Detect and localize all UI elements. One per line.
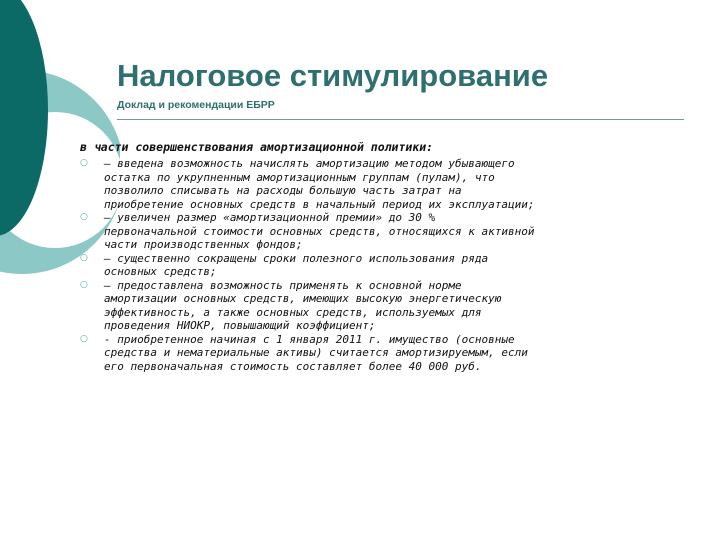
bullet-item (80, 333, 680, 374)
bullet-line: проведения НИОКР, повышающий коэффициент; (104, 319, 376, 332)
bullet-line: амортизации основных средств, имеющих высокую энергетическую (104, 292, 502, 305)
bullet-line: основных средств; (104, 265, 217, 278)
bullet-line: - приобретенное начиная с 1 января 2011 г. имущество (основные (104, 332, 515, 346)
bullet-text (104, 211, 534, 252)
bullet-text (104, 157, 534, 211)
bullet-line: остатка по укрупненным амортизационным группам (пулам), что (104, 170, 495, 184)
bullet-line: – существенно сокращены сроки полезного использования ряда (104, 251, 489, 265)
bullet-line: средства и нематериальные активы) считается амортизируемым, если (104, 346, 528, 359)
bullet-text (104, 279, 501, 333)
intro-heading: в части совершенствования амортизационной политики: (80, 140, 434, 154)
title-divider (117, 119, 684, 120)
bullet-text (104, 333, 528, 374)
bullet-item (80, 211, 680, 252)
bullet-line: первоначальной стоимости основных средств, относящихся к активной (104, 224, 535, 238)
bullet-item (80, 252, 680, 279)
hollow-circle-bullet-icon: ○ (80, 252, 88, 263)
page-subtitle: Доклад и рекомендации ЕБРР (117, 99, 275, 111)
bullet-line: части производственных фондов; (104, 238, 303, 251)
bullet-list (80, 157, 680, 373)
bullet-line: – увеличен размер «амортизационной премии» до 30 % (104, 211, 436, 224)
hollow-circle-bullet-icon: ○ (80, 279, 88, 290)
bullet-text (104, 252, 488, 279)
hollow-circle-bullet-icon: ○ (80, 333, 88, 344)
bullet-item (80, 157, 680, 211)
hollow-circle-bullet-icon: ○ (80, 212, 88, 222)
bullet-line: эффективность, а также основных средств, используемых для (104, 305, 482, 319)
bullet-line: позволило списывать на расходы большую часть затрат на (104, 184, 462, 197)
bullet-line: его первоначальная стоимость составляет более 40 000 руб. (104, 359, 482, 373)
bullet-item (80, 279, 680, 333)
bullet-line: – введена возможность начислять амортизацию методом убывающего (104, 157, 515, 170)
bullet-line: – предоставлена возможность применять к основной норме (104, 278, 462, 292)
bullet-line: приобретение основных средств в начальный период их эксплуатации; (104, 197, 535, 211)
page-title: Налоговое стимулирование (117, 58, 549, 93)
hollow-circle-bullet-icon: ○ (80, 158, 88, 168)
